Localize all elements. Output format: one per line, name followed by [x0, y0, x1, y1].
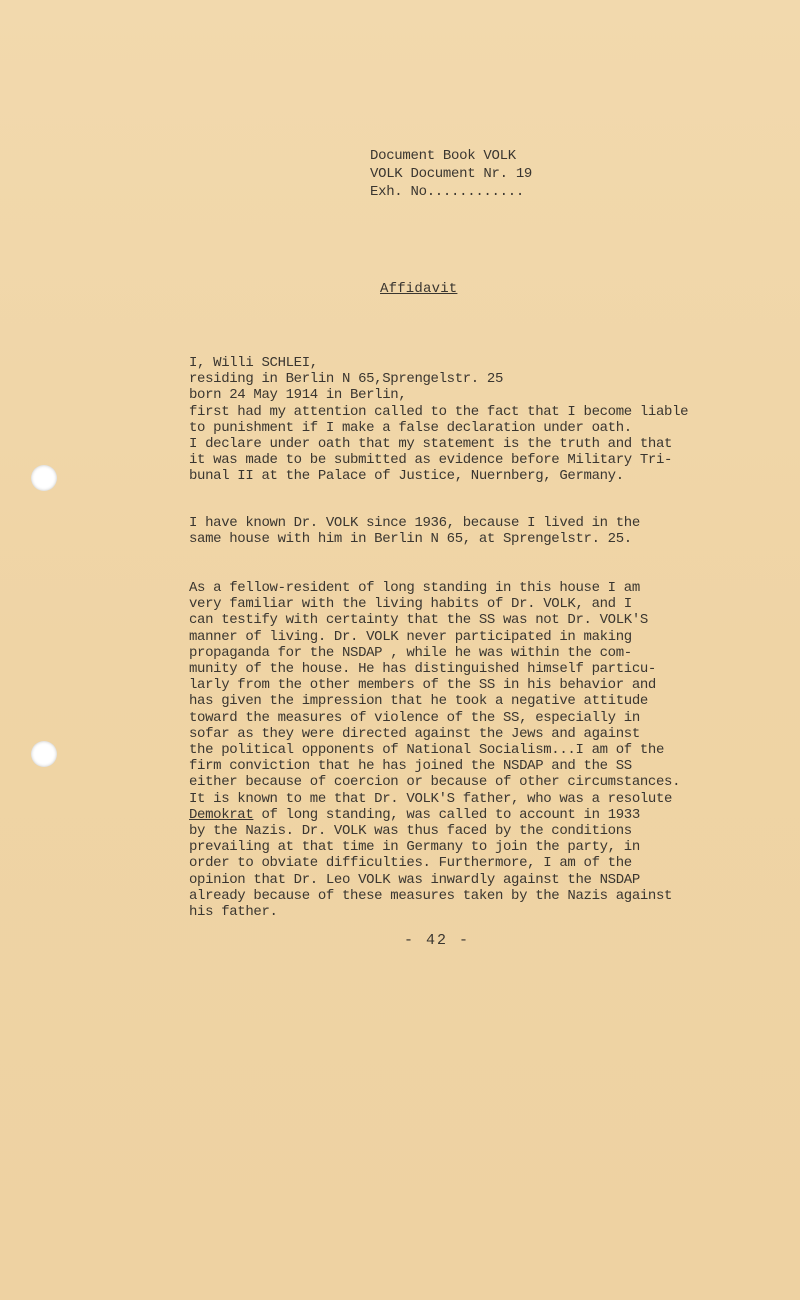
underlined-word: Demokrat	[189, 806, 254, 823]
paragraph-line-with-underline	[189, 807, 749, 823]
intro-line: first had my attention called to the fact that I become liable	[189, 403, 689, 420]
paragraph-line: As a fellow-resident of long standing in this house I am	[189, 580, 640, 596]
intro-block	[189, 355, 749, 485]
page-number: - 42 -	[404, 932, 471, 949]
paragraph-line: same house with him in Berlin N 65, at Sprengelstr. 25.	[189, 531, 632, 548]
paragraph-line: firm conviction that he has joined the NSDAP and the SS	[189, 758, 632, 775]
affidavit-title: Affidavit	[380, 281, 458, 297]
paragraph-line: very familiar with the living habits of Dr. VOLK, and I	[189, 596, 632, 613]
paragraph-line: It is known to me that Dr. VOLK'S father, who was a resolute	[189, 790, 673, 807]
header-exhibit-number: Exh. No............	[370, 184, 524, 200]
paragraph-line: larly from the other members of the SS in his behavior and	[189, 677, 656, 694]
paragraph-line: can testify with certainty that the SS was not Dr. VOLK'S	[189, 612, 648, 629]
paragraph-line: either because of coercion or because of other circumstances.	[189, 774, 681, 791]
paragraph-line-rest: of long standing, was called to account in 1933	[261, 806, 640, 823]
paragraph-line: munity of the house. He has distinguished himself particu-	[189, 661, 656, 678]
header-book-line: Document Book VOLK	[370, 148, 516, 164]
paragraph-line: manner of living. Dr. VOLK never participated in making	[189, 628, 632, 645]
paragraph-line: the political opponents of National Socialism...I am of the	[189, 742, 665, 759]
document-header	[370, 147, 532, 201]
paragraph-testimony	[189, 580, 749, 920]
paragraph-line: sofar as they were directed against the Jews and against	[189, 725, 640, 742]
paragraph-line: I have known Dr. VOLK since 1936, because I lived in the	[189, 515, 640, 531]
intro-line: I declare under oath that my statement is the truth and that	[189, 436, 673, 453]
paragraph-line: by the Nazis. Dr. VOLK was thus faced by the conditions	[189, 823, 632, 840]
intro-line: born 24 May 1914 in Berlin,	[189, 387, 407, 404]
intro-line: residing in Berlin N 65,Sprengelstr. 25	[189, 371, 504, 388]
paragraph-line: propaganda for the NSDAP , while he was within the com-	[189, 644, 632, 661]
intro-line: I, Willi SCHLEI,	[189, 355, 318, 371]
paragraph-line: toward the measures of violence of the SS, especially in	[189, 709, 640, 726]
intro-line: to punishment if I make a false declaration under oath.	[189, 419, 632, 436]
intro-line: bunal II at the Palace of Justice, Nuernberg, Germany.	[189, 468, 624, 485]
paragraph-line: opinion that Dr. Leo VOLK was inwardly against the NSDAP	[189, 871, 640, 888]
paragraph-line: prevailing at that time in Germany to join the party, in	[189, 839, 640, 856]
paragraph-line: has given the impression that he took a negative attitude	[189, 693, 648, 710]
intro-line: it was made to be submitted as evidence before Military Tri-	[189, 452, 673, 469]
header-document-number: VOLK Document Nr. 19	[370, 166, 533, 182]
punch-hole-bottom	[31, 741, 57, 767]
paragraph-line: already because of these measures taken by the Nazis against	[189, 887, 673, 904]
punch-hole-top	[31, 465, 57, 491]
paragraph-line: order to obviate difficulties. Furthermore, I am of the	[189, 855, 632, 872]
paragraph-acquaintance	[189, 515, 749, 547]
paragraph-line: his father.	[189, 904, 278, 921]
